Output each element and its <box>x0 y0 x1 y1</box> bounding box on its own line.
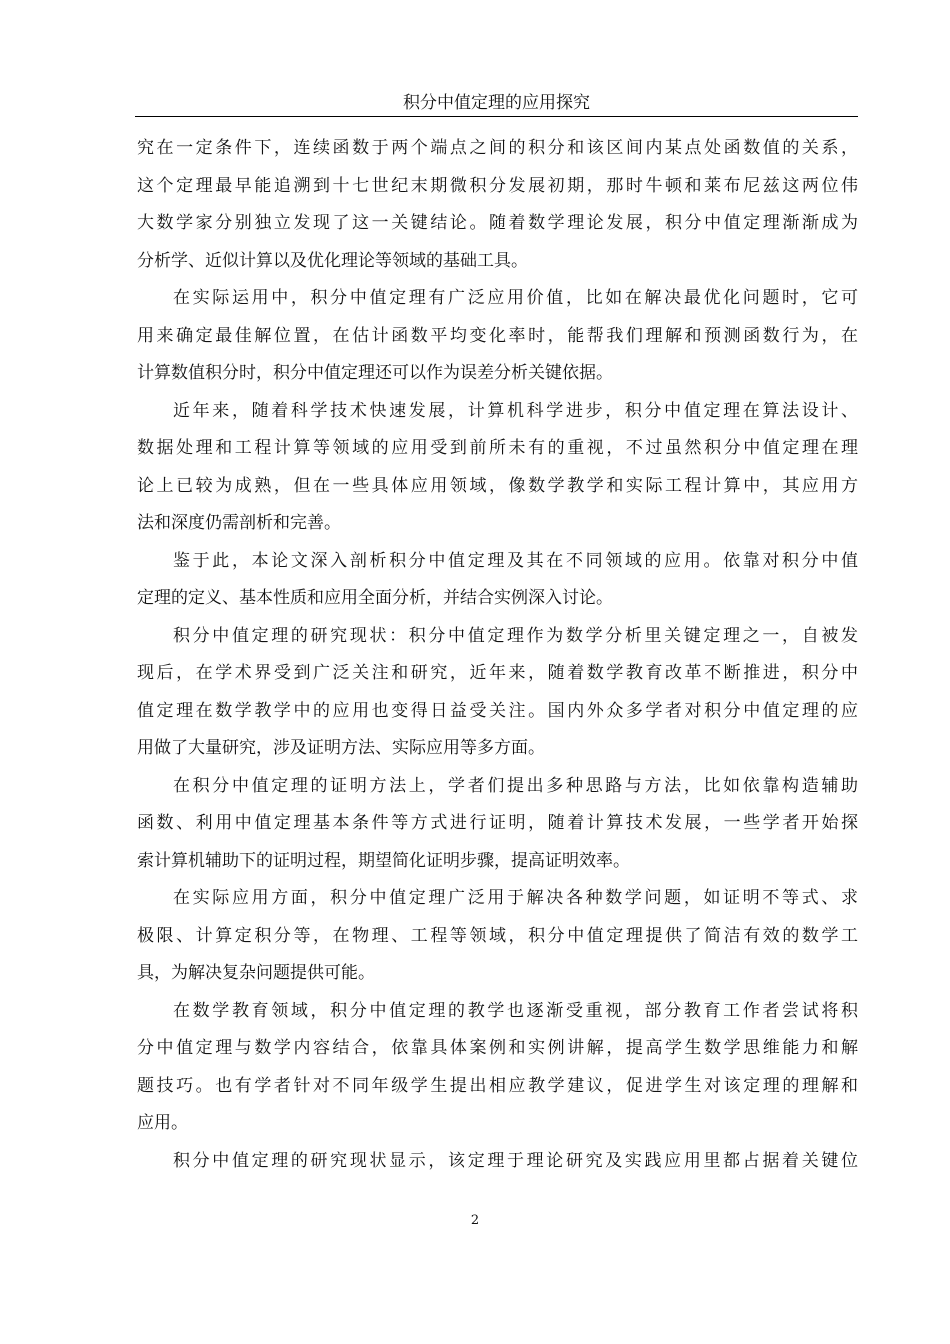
text-line: 题技巧。也有学者针对不同年级学生提出相应教学建议，促进学生对该定理的理解和 <box>137 1075 858 1096</box>
text-line: 分析学、近似计算以及优化理论等领域的基础工具。 <box>137 250 528 271</box>
text-line: 论上已较为成熟，但在一些具体应用领域，像数学教学和实际工程计算中，其应用方 <box>137 475 858 496</box>
text-line: 积分中值定理的研究现状：积分中值定理作为数学分析里关键定理之一，自被发 <box>173 625 858 646</box>
text-line: 极限、计算定积分等，在物理、工程等领域，积分中值定理提供了简洁有效的数学工 <box>137 925 858 946</box>
text-line: 在实际应用方面，积分中值定理广泛用于解决各种数学问题，如证明不等式、求 <box>173 888 858 908</box>
text-line: 数据处理和工程计算等领域的应用受到前所未有的重视，不过虽然积分中值定理在理 <box>137 438 858 458</box>
text-line: 近年来，随着科学技术快速发展，计算机科学进步，积分中值定理在算法设计、 <box>173 400 858 421</box>
text-line: 在数学教育领域，积分中值定理的教学也逐渐受重视，部分教育工作者尝试将积 <box>173 1000 858 1021</box>
body-text <box>137 130 858 1180</box>
text-line: 应用。 <box>137 1113 188 1133</box>
text-line: 究在一定条件下，连续函数于两个端点之间的积分和该区间内某点处函数值的关系， <box>137 138 858 158</box>
text-line: 现后，在学术界受到广泛关注和研究，近年来，随着数学教育改革不断推进，积分中 <box>137 663 858 683</box>
header-rule <box>135 116 858 117</box>
text-line: 索计算机辅助下的证明过程，期望简化证明步骤，提高证明效率。 <box>137 850 630 871</box>
text-line: 大数学家分别独立发现了这一关键结论。随着数学理论发展，积分中值定理渐渐成为 <box>137 213 858 233</box>
text-line: 用来确定最佳解位置，在估计函数平均变化率时，能帮我们理解和预测函数行为，在 <box>137 325 858 346</box>
text-line: 计算数值积分时，积分中值定理还可以作为误差分析关键依据。 <box>137 363 613 383</box>
running-header: 积分中值定理的应用探究 <box>403 93 590 113</box>
text-line: 定理的定义、基本性质和应用全面分析，并结合实例深入讨论。 <box>137 588 613 608</box>
text-line: 积分中值定理的研究现状显示，该定理于理论研究及实践应用里都占据着关键位 <box>173 1150 858 1171</box>
text-line: 分中值定理与数学内容结合，依靠具体案例和实例讲解，提高学生数学思维能力和解 <box>137 1038 858 1058</box>
text-line: 用做了大量研究，涉及证明方法、实际应用等多方面。 <box>137 738 545 758</box>
page-number: 2 <box>470 1213 480 1228</box>
text-line: 鉴于此，本论文深入剖析积分中值定理及其在不同领域的应用。依靠对积分中值 <box>173 550 858 571</box>
text-line: 在实际运用中，积分中值定理有广泛应用价值，比如在解决最优化问题时，它可 <box>173 288 858 308</box>
text-line: 值定理在数学教学中的应用也变得日益受关注。国内外众多学者对积分中值定理的应 <box>137 700 858 721</box>
text-line: 具，为解决复杂问题提供可能。 <box>137 963 375 983</box>
text-line: 法和深度仍需剖析和完善。 <box>137 513 341 533</box>
text-line: 在积分中值定理的证明方法上，学者们提出多种思路与方法，比如依靠构造辅助 <box>173 775 858 796</box>
text-line: 这个定理最早能追溯到十七世纪末期微积分发展初期，那时牛顿和莱布尼兹这两位伟 <box>137 175 858 196</box>
text-line: 函数、利用中值定理基本条件等方式进行证明，随着计算技术发展，一些学者开始探 <box>137 813 858 833</box>
